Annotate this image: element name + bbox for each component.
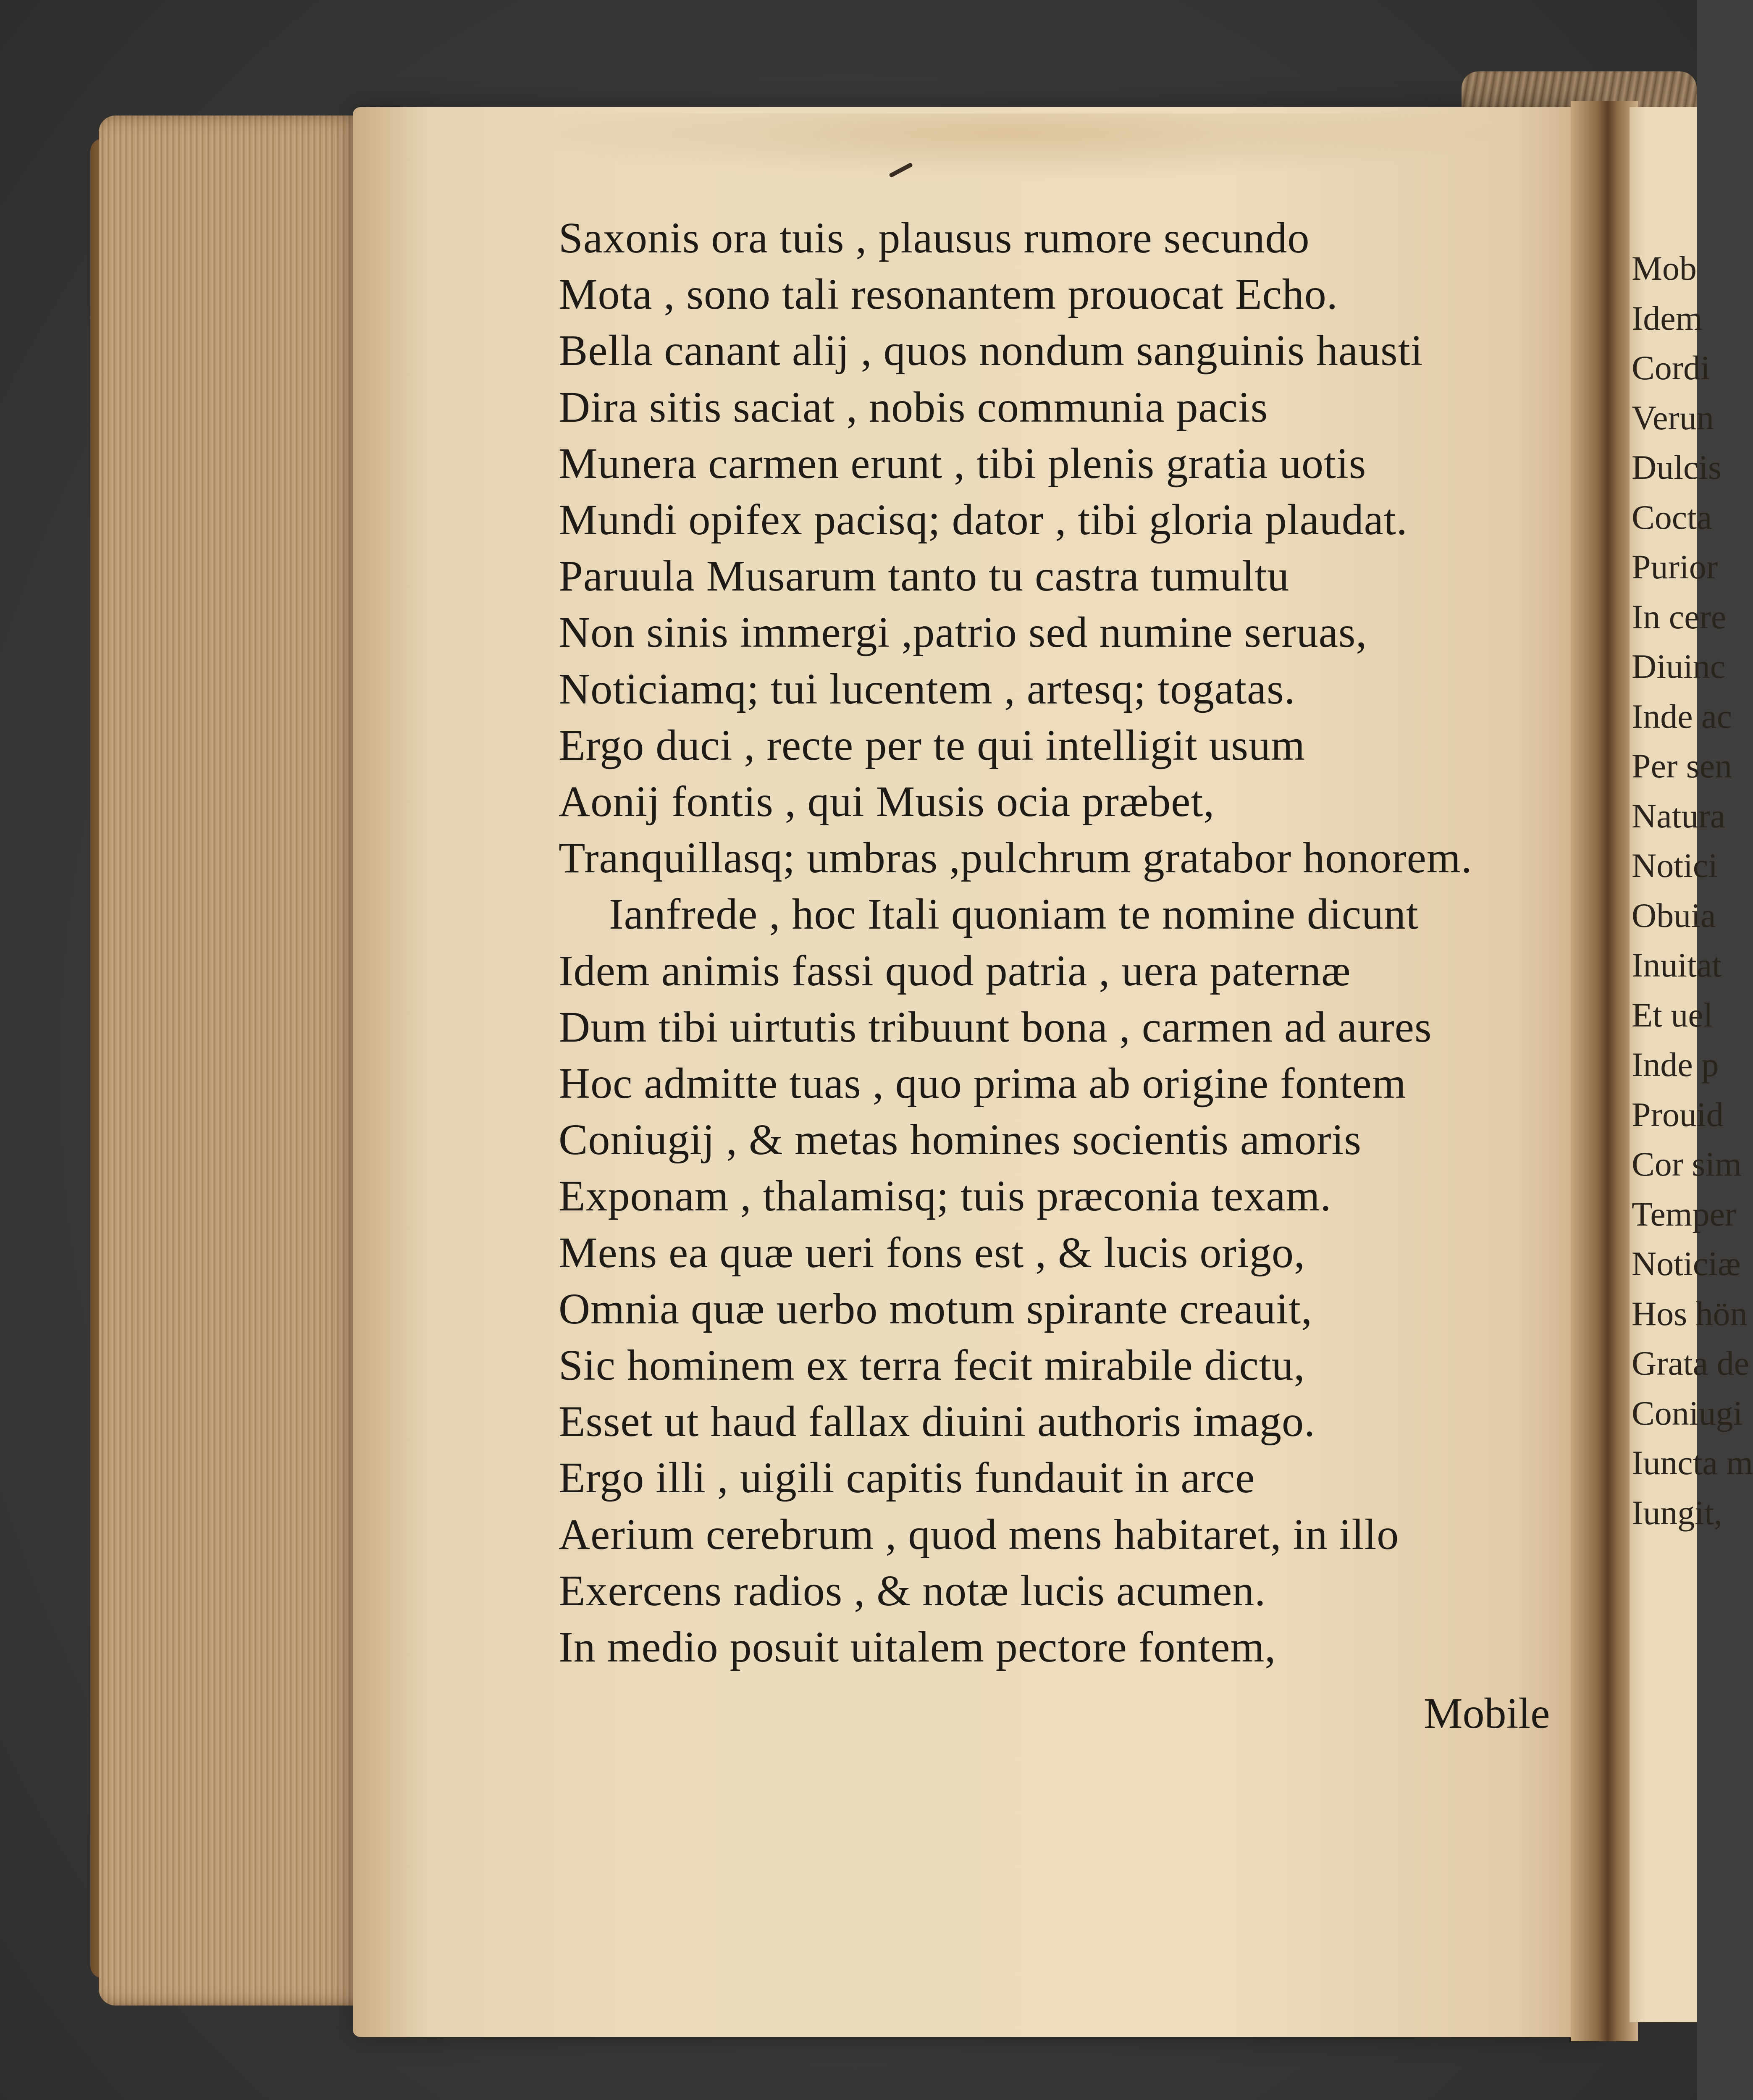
recto-line: Coniugi [1632,1394,1743,1432]
recto-line: Cor sim [1632,1145,1742,1183]
recto-line: Temper [1632,1194,1737,1233]
verse-line: Mota , sono tali resonantem prouocat Echo. [559,270,1338,319]
verse-line: Idem animis fassi quod patria , uera paternæ [559,946,1351,995]
verse-line: Munera carmen erunt , tibi plenis gratia uotis [559,439,1367,488]
verse-line: Noticiamq; tui lucentem , artesq; togatas. [559,664,1296,713]
recto-line: Cordi [1632,349,1710,387]
recto-line: Cocta [1632,498,1712,536]
recto-line: Per sen [1632,747,1732,785]
verse-line: Omnia quæ uerbo motum spirante creauit, [559,1284,1313,1333]
verse-line: Mundi opifex pacisq; dator , tibi gloria plaudat. [559,496,1408,544]
poem-text-block [559,210,1575,1675]
verse-line: Esset ut haud fallax diuini authoris imago. [559,1397,1316,1446]
page-block-edge [99,116,367,2006]
recto-line: Inde ac [1632,697,1732,735]
recto-line: Inde p [1632,1045,1719,1084]
recto-line: Hos hön [1632,1294,1748,1333]
verse-line: Exponam , thalamisq; tuis præconia texam. [559,1172,1332,1221]
verse-line: In medio posuit uitalem pectore fontem, [559,1623,1276,1672]
verse-line: Exercens radios , & notæ lucis acumen. [559,1566,1266,1615]
recto-line: Idem [1632,299,1703,337]
water-stain [504,113,1512,181]
recto-line: In cere [1632,597,1727,636]
verse-line: Saxonis ora tuis , plausus rumore secundo [559,214,1310,262]
verse-line: Aonij fontis , qui Musis ocia præbet, [559,777,1215,826]
recto-line: Verun [1632,398,1714,437]
recto-line: Notici [1632,846,1718,885]
verse-line: Paruula Musarum tanto tu castra tumultu [559,552,1290,601]
verse-line: Hoc admitte tuas , quo prima ab origine fontem [559,1059,1407,1108]
recto-line: Noticiæ [1632,1244,1741,1283]
recto-line: Et uel [1632,995,1713,1034]
verse-line: Ergo duci , recte per te qui intelligit usum [559,721,1305,769]
recto-line: Obuia [1632,896,1716,934]
recto-line: Prouid [1632,1095,1724,1134]
verse-line: Dum tibi uirtutis tribuunt bona , carmen ad aures [559,1003,1432,1051]
verse-line: Dira sitis saciat , nobis communia pacis [559,383,1268,431]
verse-line: Bella canant alij , quos nondum sanguinis hausti [559,326,1423,375]
catchword: Mobile [1424,1689,1550,1738]
verse-line: Ergo illi , uigili capitis fundauit in arce [559,1454,1255,1502]
book-gutter [1571,101,1638,2041]
recto-line: Inuitat [1632,946,1722,984]
recto-line: Mob [1632,249,1697,287]
recto-line: Iuncta m [1632,1444,1753,1482]
recto-line: Purior [1632,548,1718,586]
verse-line: Non sinis immergi ,patrio sed numine seruas, [559,608,1367,657]
verse-line: Aerium cerebrum , quod mens habitaret, in illo [559,1510,1399,1559]
verse-line: Coniugij , & metas homines socientis amoris [559,1116,1362,1164]
recto-line: Natura [1632,796,1726,835]
recto-text-fragments [1632,244,1753,1538]
recto-line: Grata de [1632,1344,1749,1382]
verse-line: Sic hominem ex terra fecit mirabile dictu, [559,1341,1305,1390]
recto-line: Iungit, [1632,1493,1723,1532]
verse-line: Tranquillasq; umbras ,pulchrum gratabor honorem. [559,834,1472,882]
recto-line: Diuinc [1632,647,1726,685]
verse-line-indented: Ianfrede , hoc Itali quoniam te nomine dicunt [609,890,1419,939]
verse-line: Mens ea quæ ueri fons est , & lucis origo, [559,1228,1305,1277]
recto-line: Dulcis [1632,448,1722,486]
